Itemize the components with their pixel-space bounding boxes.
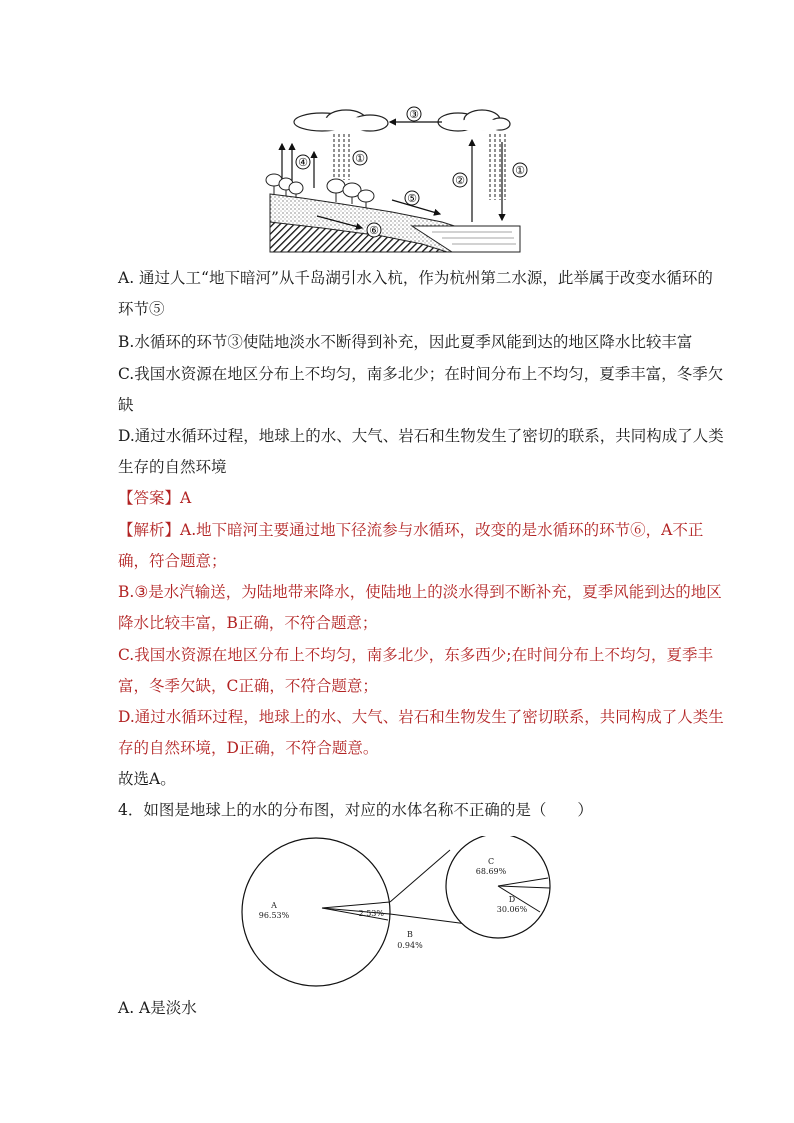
analysis-b-line2: 降水比较丰富，B正确，不符合题意； xyxy=(118,614,378,632)
option-b: B.水循环的环节③使陆地淡水不断得到补充，因此夏季风能到达的地区降水比较丰富 xyxy=(118,333,693,351)
option-c-line1: C.我国水资源在地区分布上不均匀，南多北少；在时间分布上不均匀，夏季丰富，冬季欠 xyxy=(118,365,724,383)
label-B: B xyxy=(407,930,413,939)
analysis-d-line1: D.通过水循环过程，地球上的水、大气、岩石和生物发生了密切联系，共同构成了人类生 xyxy=(118,708,724,726)
analysis-c-line2: 富，冬季欠缺，C正确，不符合题意； xyxy=(118,677,378,695)
label-A: A xyxy=(271,901,277,910)
analysis-b-line1: B.③是水汽输送，为陆地带来降水，使陆地上的淡水得到不断补充，夏季风能到达的地区 xyxy=(118,583,722,601)
question-4-option-a: A. A是淡水 xyxy=(118,999,197,1017)
label-6: ⑥ xyxy=(369,224,379,237)
right-cloud xyxy=(438,110,510,131)
label-1-left: ① xyxy=(355,152,365,165)
label-D: D xyxy=(508,895,516,904)
label-D-pct: 30.06% xyxy=(496,905,528,914)
label-A-pct: 96.53% xyxy=(258,911,290,920)
option-c-line2: 缺 xyxy=(118,396,134,414)
label-5: ⑤ xyxy=(407,192,417,205)
answer-line xyxy=(118,488,191,508)
connector-top xyxy=(390,850,450,902)
option-a-line2: 环节⑤ xyxy=(118,300,165,318)
analysis-tag: 【解析】 xyxy=(118,521,181,539)
ocean-rain xyxy=(490,134,505,200)
conclusion: 故选A。 xyxy=(118,770,176,788)
water-cycle-diagram xyxy=(262,100,532,260)
label-2: ② xyxy=(455,174,465,187)
label-1-right: ① xyxy=(515,164,525,177)
analysis-a-line2: 确，符合题意； xyxy=(118,552,227,570)
analysis-d-line2: 存的自然环境，D正确，不符合题意。 xyxy=(118,739,379,757)
option-d-line1: D.通过水循环过程，地球上的水、大气、岩石和生物发生了密切的联系，共同构成了人类 xyxy=(118,427,724,445)
left-cloud xyxy=(294,110,388,131)
label-C-pct: 68.69% xyxy=(475,867,507,876)
analysis-c-line1: C.我国水资源在地区分布上不均匀，南多北少，东多西少;在时间分布上不均匀，夏季丰 xyxy=(118,646,713,664)
question-4-stem: 4．如图是地球上的水的分布图，对应的水体名称不正确的是（ ） xyxy=(118,801,593,819)
label-wedge-pct: 2.53% xyxy=(358,909,384,918)
label-4: ④ xyxy=(298,156,308,169)
water-distribution-diagram xyxy=(240,836,556,988)
label-B-pct: 0.94% xyxy=(397,941,423,950)
answer-value: A xyxy=(180,489,192,507)
label-C: C xyxy=(487,857,495,866)
label-3: ③ xyxy=(409,108,419,121)
option-a-line1: A. 通过人工“地下暗河”从千岛湖引水入杭，作为杭州第二水源，此举属于改变水循环的 xyxy=(118,269,713,287)
land-rain xyxy=(334,134,349,180)
analysis-a-line1: 【解析】A.地下暗河主要通过地下径流参与水循环，改变的是水循环的环节⑥，A不正 xyxy=(118,521,704,539)
answer-tag: 【答案】 xyxy=(118,489,181,507)
option-d-line2: 生存的自然环境 xyxy=(118,458,227,476)
